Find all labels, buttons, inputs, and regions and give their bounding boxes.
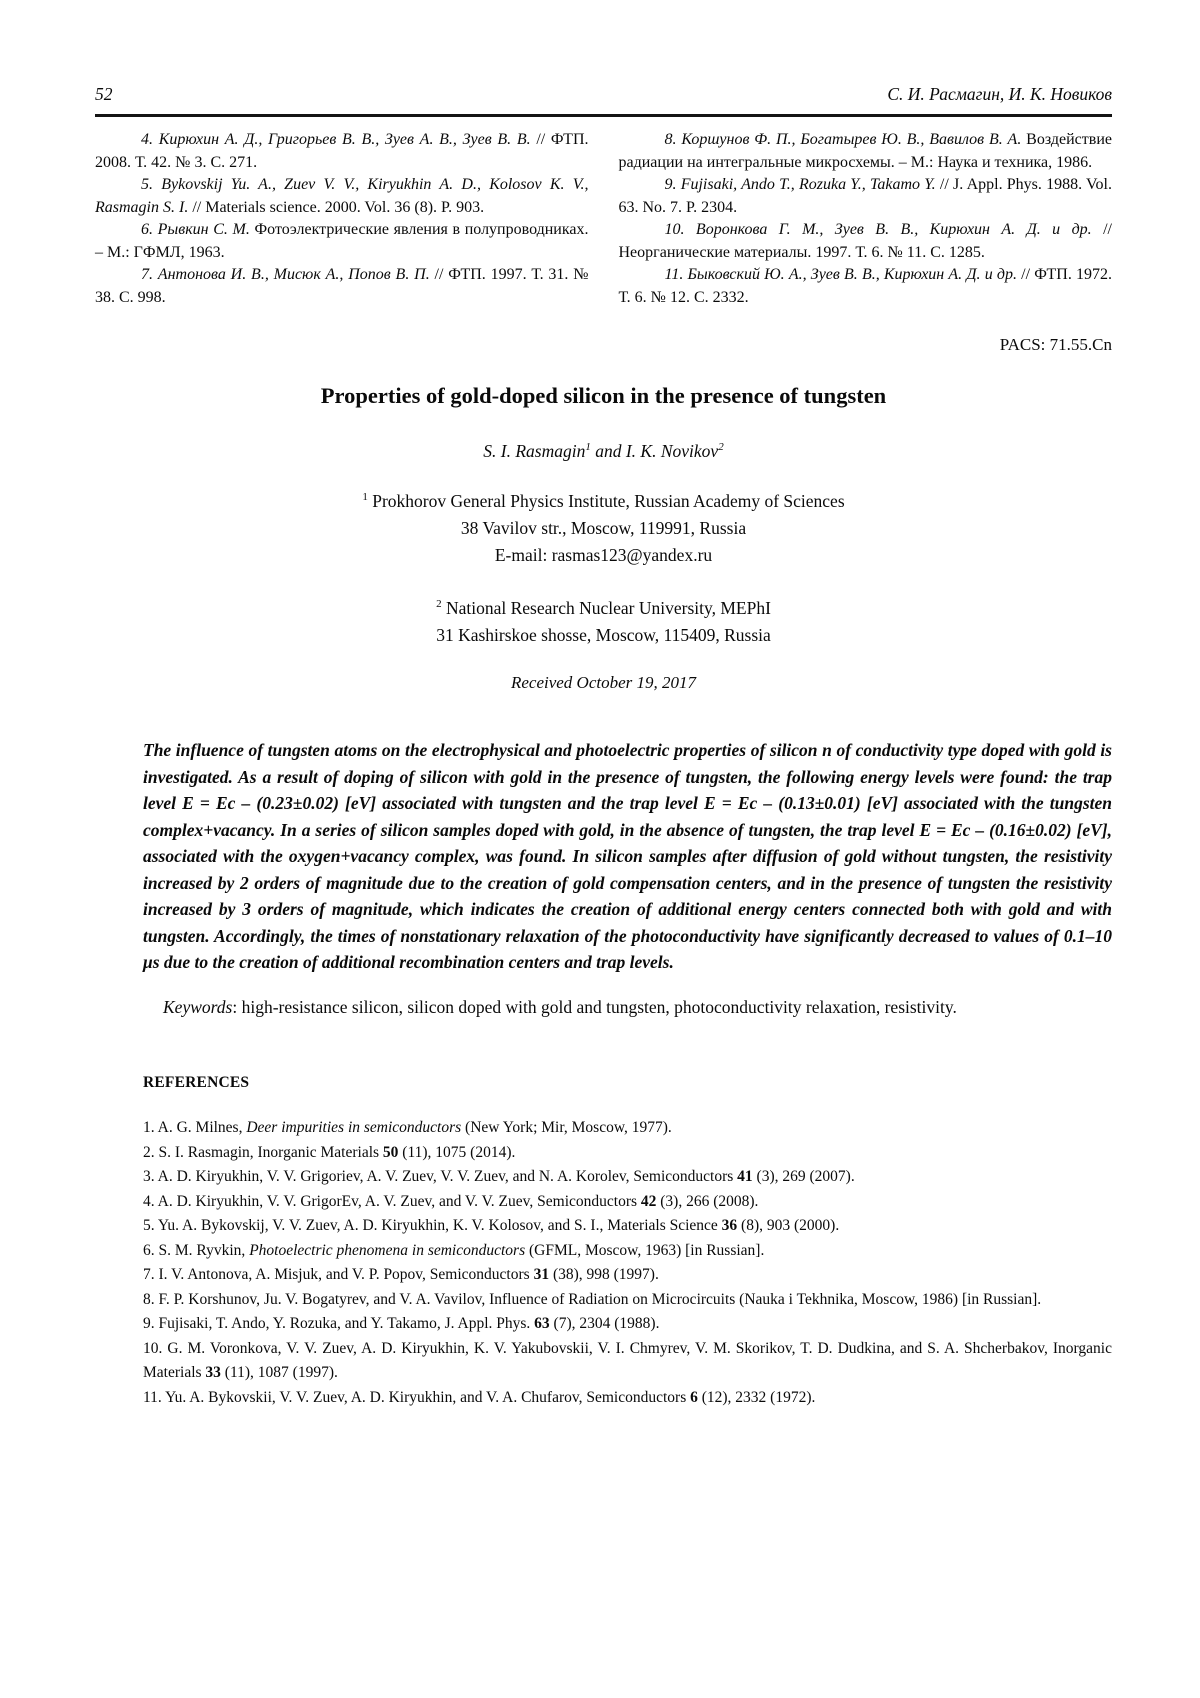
- affiliation-2-marker: 2: [436, 598, 442, 611]
- references-heading: REFERENCES: [143, 1074, 250, 1091]
- reference-item: 8. Коршунов Ф. П., Богатырев Ю. В., Вавилов В. А. Воздействие радиации на интегральные микросхемы. – М.: Наука и техника, 1986.: [618, 131, 1112, 171]
- top-references: [95, 129, 1112, 309]
- affiliation-1-address: 38 Vavilov str., Moscow, 119991, Russia: [460, 518, 747, 538]
- reference-entry: 6. S. M. Ryvkin, Photoelectric phenomena in semiconductors (GFML, Moscow, 1963) [in Russian].: [143, 1241, 765, 1259]
- references-list: [143, 1116, 1112, 1410]
- author-first-affiliation-marker: 1: [585, 441, 591, 454]
- reference-entry: 3. A. D. Kiryukhin, V. V. Grigoriev, A. V. Zuev, V. V. Zuev, and N. A. Korolev, Semiconductors 41 (3), 269 (2007).: [143, 1168, 855, 1185]
- author-second-affiliation-marker: 2: [718, 441, 724, 454]
- reference-item: 4. Кирюхин А. Д., Григорьев В. В., Зуев А. В., Зуев В. В. // ФТП. 2008. Т. 42. № 3. С. 271.: [95, 131, 589, 171]
- affiliation-2-address: 31 Kashirskoe shosse, Moscow, 115409, Russia: [436, 625, 771, 645]
- reference-entry: 7. I. V. Antonova, A. Misjuk, and V. P. Popov, Semiconductors 31 (38), 998 (1997).: [143, 1266, 659, 1283]
- reference-entry: 11. Yu. A. Bykovskii, V. V. Zuev, A. D. Kiryukhin, and V. A. Chufarov, Semiconductors 6 (12), 2332 (1972).: [143, 1388, 816, 1406]
- reference-item: 6. Рывкин С. М. Фотоэлектрические явления в полупроводниках. – М.: ГФМЛ, 1963.: [95, 221, 589, 261]
- paper-title: Properties of gold-doped silicon in the presence of tungsten: [320, 383, 887, 408]
- reference-entry: 5. Yu. A. Bykovskij, V. V. Zuev, A. D. Kiryukhin, K. V. Kolosov, and S. I., Materials Science 36 (8), 903 (2000).: [143, 1217, 840, 1234]
- affiliation-1: [95, 488, 1112, 569]
- reference-entry: 8. F. P. Korshunov, Ju. V. Bogatyrev, and V. A. Vavilov, Influence of Radiation on Microcircuits (Nauka i Tekhnika, Moscow, 1986) [in Russian].: [143, 1290, 1042, 1308]
- running-authors: С. И. Расмагин, И. К. Новиков: [887, 84, 1112, 104]
- top-references-left-column: [95, 129, 589, 309]
- keywords-label: Keywords: [163, 996, 233, 1017]
- affiliation-2-name: $^2$ National Research Nuclear University, MEPhI: [436, 598, 771, 618]
- reference-entry: 2. S. I. Rasmagin, Inorganic Materials 50 (11), 1075 (2014).: [143, 1143, 516, 1161]
- reference-entry: 4. A. D. Kiryukhin, V. V. GrigorEv, A. V. Zuev, and V. V. Zuev, Semiconductors 42 (3), 266 (2008).: [143, 1192, 759, 1210]
- affiliation-2: [95, 595, 1112, 649]
- top-references-right-column: [619, 129, 1113, 309]
- affiliation-1-name: $^1$ Prokhorov General Physics Institute, Russian Academy of Sciences: [362, 491, 845, 511]
- pacs-code: PACS: 71.55.Cn: [999, 335, 1112, 354]
- affiliation-1-email: E-mail: rasmas123@yandex.ru: [494, 545, 713, 565]
- reference-entry: 10. G. M. Voronkova, V. V. Zuev, A. D. Kiryukhin, K. V. Yakubovskii, V. I. Chmyrev, V. M. Skorikov, T. D. Dudkina, and S. A. Shcherbakov, Inorganic Materials 33 (11), 1087 (1997).: [143, 1339, 1112, 1381]
- reference-item: 5. Bykovskij Yu. A., Zuev V. V., Kiryukhin A. D., Kolosov K. V., Rasmagin S. I. // Materials science. 2000. Vol. 36 (8). P. 903.: [95, 176, 589, 216]
- authors-connector: and: [590, 441, 626, 461]
- keywords: [143, 994, 1112, 1021]
- page-number: 52: [95, 84, 113, 104]
- page-header: [95, 84, 1112, 117]
- reference-entry: 9. Fujisaki, T. Ando, Y. Rozuka, and Y. Takamo, J. Appl. Phys. 63 (7), 2304 (1988).: [143, 1315, 660, 1332]
- reference-item: 11. Быковский Ю. А., Зуев В. В., Кирюхин А. Д. и др. // ФТП. 1972. Т. 6. № 12. С. 2332.: [618, 266, 1112, 306]
- reference-item: 10. Воронкова Г. М., Зуев В. В., Кирюхин А. Д. и др. // Неорганические материалы. 1997. Т. 6. № 11. С. 1285.: [618, 221, 1112, 261]
- authors-line: [95, 441, 1112, 462]
- reference-entry: 1. A. G. Milnes, Deer impurities in semiconductors (New York; Mir, Moscow, 1977).: [143, 1119, 672, 1136]
- keywords-text: : high-resistance silicon, silicon doped with gold and tungsten, photoconductivity relaxation, resistivity.: [232, 996, 957, 1017]
- reference-item: 9. Fujisaki, Ando T., Rozuka Y., Takamo Y. // J. Appl. Phys. 1988. Vol. 63. No. 7. P. 2304.: [618, 176, 1112, 216]
- author-second: I. K. Novikov: [625, 441, 719, 461]
- reference-item: 7. Антонова И. В., Мисюк А., Попов В. П. // ФТП. 1997. Т. 31. № 38. С. 998.: [95, 266, 589, 306]
- affiliation-1-marker: 1: [362, 491, 368, 504]
- author-first: S. I. Rasmagin: [483, 441, 586, 461]
- received-date: Received October 19, 2017: [510, 673, 697, 692]
- abstract: The influence of tungsten atoms on the electrophysical and photoelectric properties of silicon n of conductivity type doped with gold is investigated. As a result of doping of silicon with gold in the presence of tungsten, the following energy levels were found: the trap level E = Ec – (0.23±0.02) [eV] associated with tungsten and the trap level E = Ec – (0.13±0.01) [eV] associated with the tungsten complex+vacancy. In a series of silicon samples doped with gold, in the absence of tungsten, the trap level E = Ec – (0.16±0.02) [eV], associated with the oxygen+vacancy complex, was found. In silicon samples after diffusion of gold without tungsten, the resistivity increased by 2 orders of magnitude due to the creation of gold compensation centers, and in the presence of tungsten the resistivity increased by 3 orders of magnitude, which indicates the creation of additional energy centers connected both with gold and with tungsten. Accordingly, the times of nonstationary relaxation of the photoconductivity have significantly decreased to values of 0.1–10 μs due to the creation of additional recombination centers and trap levels.: [143, 740, 1112, 972]
